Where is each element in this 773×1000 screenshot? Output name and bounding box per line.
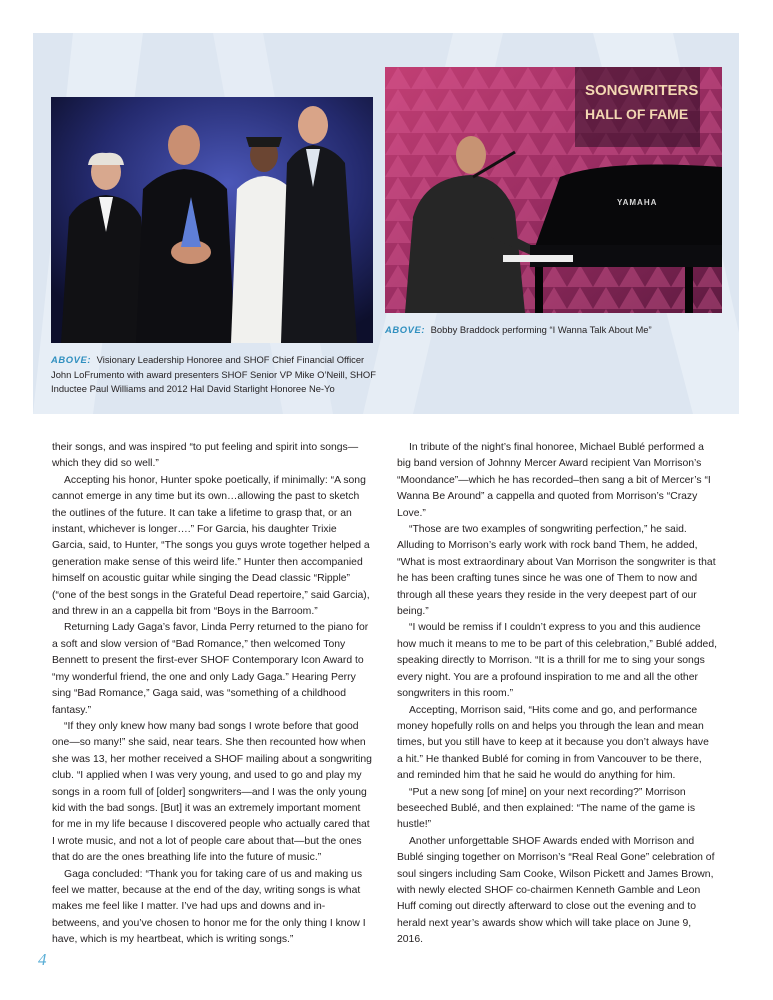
paragraph: Gaga concluded: “Thank you for taking care of us and making us feel we matter, because at the end of the day, writing songs is what makes me feel like I matter. I’ve had ups and downs and in-betweens, and you’ve chosen to honor me for the only thing I know I have, which is my heartbeat, which is writing songs.” xyxy=(52,868,366,946)
paragraph: “I would be remiss if I couldn’t express to you and this audience how much it means to me to be part of this celebration,” Bublé added, speaking directly to Morrison. “It is a thrill for me to sing your songs every night. You are a profound inspiration to me and all the other songwriters in this room.” xyxy=(397,622,717,700)
piano-brand-text: YAMAHA xyxy=(617,198,658,207)
honorees-photo xyxy=(51,97,373,343)
paragraph: their songs, and was inspired “to put feeling and spirit into songs—which they did so well.” xyxy=(52,442,359,470)
performance-photo xyxy=(385,67,722,313)
paragraph: “If they only knew how many bad songs I wrote before that good one—so many!” she said, near tears. She then recounted how when she was 13, her mother received a SHOF mailing about a songwriting club. “I applied when I was very young, and used to go and play my songs in a room full of [older] songwriters—and I was the only young kid with the bad songs. [But] it was an extremely important moment for me in my life because I discovered people who actually cared that I wrote music, and not a lot of people care about that—but the ones that do are the ones breathing life into the future of music.” xyxy=(52,720,372,864)
caption-left-lead: ABOVE: xyxy=(51,354,92,365)
sign-text-line1: SONGWRITERS xyxy=(585,82,699,99)
caption-left-text: Visionary Leadership Honoree and SHOF Chief Financial Officer John LoFrumento with award presenters SHOF Senior VP Mike O’Neill, SHOF Inductee Paul Williams and 2012 Hal David Starlight Honoree Ne-Yo xyxy=(51,354,376,394)
paragraph: “Those are two examples of songwriting perfection,” he said. Alluding to Morrison’s early work with rock band Them, he added, “What is most extraordinary about Van Morrison the songwriter is that he has been crafting tunes since he was one of Them to now and through all these years they reside in the very deepest part of our being.” xyxy=(397,524,716,618)
article-column-right xyxy=(397,440,717,949)
article-column-left xyxy=(52,440,372,949)
paragraph: In tribute of the night’s final honoree, Michael Bublé performed a big band version of Johnny Mercer Award recipient Van Morrison’s “Moondance”—which he has recorded–then sang a bit of Mercer’s “I Wanna Be Around” a cappella and quoted from Morrison’s “Crazy Love.” xyxy=(397,442,711,519)
sign-text-line2: HALL OF FAME xyxy=(585,106,689,122)
paragraph: Returning Lady Gaga’s favor, Linda Perry returned to the piano for a soft and slow version of “Bad Romance,” then welcomed Tony Bennett to present the first-ever SHOF Contemporary Icon Award to “my wonderful friend, the one and only Lady Gaga.” Hearing Perry sing “Bad Romance,” Gaga said, was “something of a childhood fantasy.” xyxy=(52,622,369,716)
page-number: 4 xyxy=(38,950,47,969)
photo-band xyxy=(33,33,739,414)
paragraph: Accepting, Morrison said, “Hits come and go, and performance money hopefully rolls on and helps you through the lean and mean times, but you still have to keep at it because you don’t always have a hit.” He thanked Bublé for coming in from Vancouver to be there, and reminded him that he said he would do anything for him. xyxy=(397,704,709,782)
caption-right-text: Bobby Braddock performing “I Wanna Talk About Me” xyxy=(430,324,652,335)
caption-right-lead: ABOVE: xyxy=(385,324,426,335)
paragraph: Accepting his honor, Hunter spoke poetically, if minimally: “A song cannot emerge in any time but its own…allowing the past to sketch the outlines of the future. It can take a lifetime to grasp that, or an instant, whichever is longer….” For Garcia, his daughter Trixie Garcia, said, to Hunter, “The songs you guys wrote together helped a generation make sense of this weird life.” Hunter then accompanied himself on acoustic guitar while singing the Dead classic “Ripple” (“one of the best songs in the Grateful Dead repertoire,” said Garcia), and threw in an a cappella bit from “Boys in the Barroom.” xyxy=(52,474,370,618)
caption-right xyxy=(385,323,725,338)
paragraph: Another unforgettable SHOF Awards ended with Morrison and Bublé singing together on Morrison’s “Real Real Gone” celebration of soul singers including Sam Cooke, Wilson Pickett and James Brown, with newly elected SHOF co-chairmen Kenneth Gamble and Leon Huff coming out directly afterward to close out the evening and to herald next year’s awards show which will take place on June 9, 2016. xyxy=(397,835,715,946)
caption-left xyxy=(51,353,381,397)
paragraph: “Put a new song [of mine] on your next recording?” Morrison beseeched Bublé, and then explained: “The name of the game is hustle!” xyxy=(397,786,696,831)
